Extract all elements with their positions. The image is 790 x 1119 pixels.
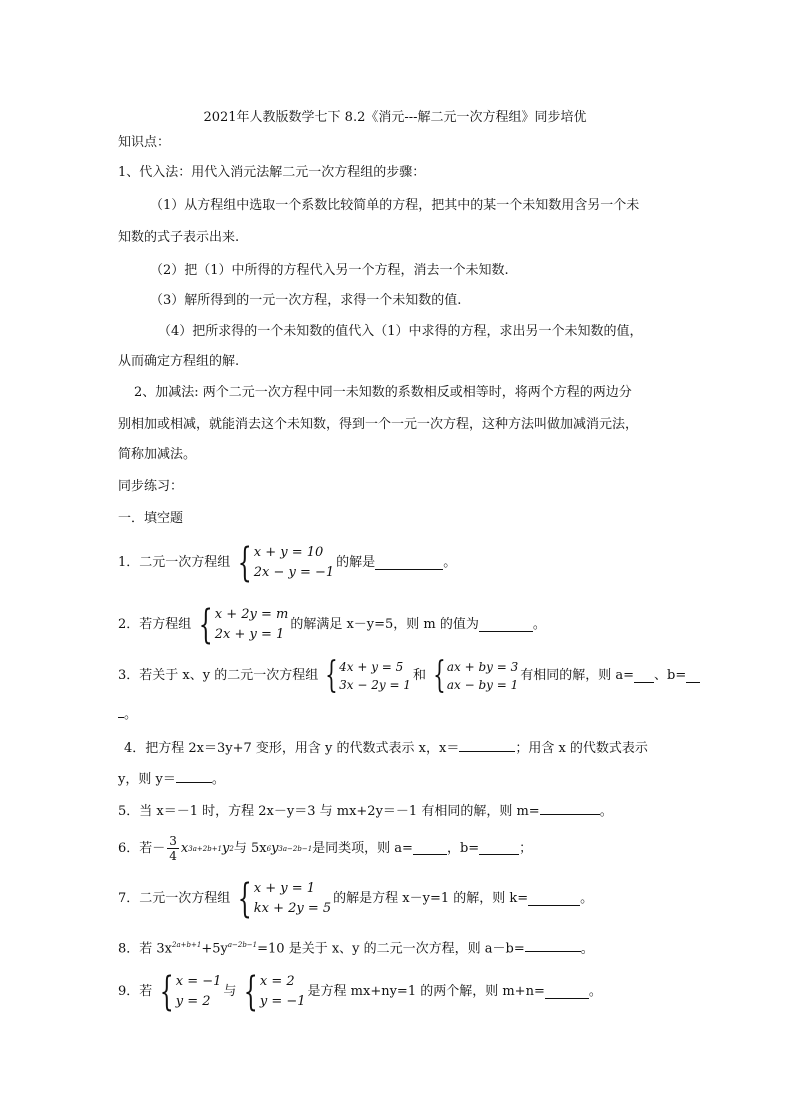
q2-prefix: 2．若方程组 bbox=[118, 617, 192, 632]
q6-mid: 与 5x bbox=[233, 840, 267, 856]
q7-answer-blank[interactable] bbox=[528, 893, 580, 906]
q8-exp1: 2a+b+1 bbox=[172, 941, 202, 949]
question-7 bbox=[118, 876, 594, 922]
q4-y-blank[interactable] bbox=[176, 770, 212, 783]
q9-system-1: { x = −1 y = 2 bbox=[160, 969, 222, 1015]
q7-eq1: x + y = 1 bbox=[253, 881, 315, 896]
q1-end: 。 bbox=[443, 555, 457, 570]
q8-end: 。 bbox=[580, 941, 594, 957]
q6-suffix: 是同类项，则 a= bbox=[312, 840, 413, 856]
q2-eq2: 2x + y = 1 bbox=[214, 627, 285, 642]
q3-suffix: 有相同的解，则 a= bbox=[520, 668, 635, 683]
q7-system: { x + y = 1 kx + 2y = 5 bbox=[238, 876, 332, 922]
q6-denominator: 4 bbox=[169, 849, 177, 863]
q2-system: { x + 2y = m 2x + y = 1 bbox=[199, 602, 289, 648]
q8-suffix: =10 是关于 x、y 的二元一次方程，则 a－b= bbox=[257, 941, 525, 957]
q7-eq2: kx + 2y = 5 bbox=[253, 901, 332, 916]
q7-end: 。 bbox=[580, 891, 594, 906]
q1-suffix: 的解是 bbox=[336, 555, 376, 570]
q9-prefix: 9．若 bbox=[118, 984, 153, 999]
question-8 bbox=[118, 936, 594, 958]
q9-suffix: 是方程 mx+ny=1 的两个解，则 m+n= bbox=[307, 984, 545, 999]
q3-eq3: ax + by = 3 bbox=[446, 660, 519, 674]
q1-eq1: x + y = 10 bbox=[253, 545, 324, 560]
q6-exp1b: 2 bbox=[229, 844, 234, 853]
question-6 bbox=[118, 834, 532, 863]
elimination-method-line-3: 简称加减法。 bbox=[118, 447, 197, 462]
q5-end: 。 bbox=[599, 804, 613, 819]
elimination-method-line-1: 2、加减法: 两个二元一次方程中同一未知数的系数相反或相等时，将两个方程的两边分 bbox=[134, 385, 632, 400]
q2-eq1: x + 2y = m bbox=[214, 607, 289, 622]
q3-b-label: 、b= bbox=[654, 668, 687, 683]
q2-end: 。 bbox=[532, 617, 546, 632]
q6-y2: y bbox=[271, 840, 279, 856]
step-1-line-2: 知数的式子表示出来. bbox=[118, 230, 240, 245]
q6-end: ； bbox=[519, 840, 533, 856]
question-4-line-2 bbox=[118, 770, 225, 789]
q6-b-blank[interactable] bbox=[479, 842, 519, 855]
q6-fraction bbox=[167, 834, 179, 863]
q6-x1: x bbox=[180, 840, 189, 856]
q9-eq2: y = 2 bbox=[175, 994, 211, 1009]
question-5 bbox=[118, 802, 613, 821]
document-title: 2021年人教版数学七下 8.2《消元---解二元一次方程组》同步培优 bbox=[203, 110, 587, 125]
q6-b-label: ，b= bbox=[446, 840, 480, 856]
q4-part-a: 4．把方程 2x＝3y+7 变形，用含 y 的代数式表示 x，x＝ bbox=[124, 741, 460, 756]
q3-eq2: 3x − 2y = 1 bbox=[339, 678, 411, 692]
step-3: （3）解所得到的一元一次方程，求得一个未知数的值. bbox=[150, 293, 462, 308]
substitution-method: 1、代入法：用代入消元法解二元一次方程组的步骤： bbox=[118, 165, 426, 180]
q3-b-blank[interactable] bbox=[686, 670, 700, 683]
q1-answer-blank[interactable] bbox=[375, 557, 443, 570]
q8-mid: +5y bbox=[201, 941, 228, 957]
q9-eq3: x = 2 bbox=[259, 974, 295, 989]
q5-answer-blank[interactable] bbox=[540, 802, 600, 815]
q1-eq2: 2x − y = −1 bbox=[253, 565, 335, 580]
step-1-line-1: （1）从方程组中选取一个系数比较简单的方程，把其中的某一个未知数用含另一个未 bbox=[150, 198, 640, 213]
q3-prefix: 3．若关于 x、y 的二元一次方程组 bbox=[118, 668, 319, 683]
step-4-line-2: 从而确定方程组的解. bbox=[118, 354, 240, 369]
q6-numerator: 3 bbox=[169, 834, 177, 848]
elimination-method-line-2: 别相加或相减，就能消去这个未知数，得到一个一元一次方程，这种方法叫做加减消元法， bbox=[118, 417, 639, 432]
q6-exp2b: 3a−2b−1 bbox=[278, 844, 313, 853]
q3-continuation bbox=[118, 705, 137, 724]
q3-system-2: { ax + by = 3 ax − by = 1 bbox=[433, 655, 519, 696]
q3-eq1: 4x + y = 5 bbox=[339, 660, 404, 674]
q9-and: 与 bbox=[223, 984, 237, 999]
q6-a-blank[interactable] bbox=[413, 842, 447, 855]
q6-exp2: 6 bbox=[266, 844, 272, 853]
practice-heading: 同步练习： bbox=[118, 479, 184, 494]
q4-x-blank[interactable] bbox=[459, 739, 515, 752]
q2-answer-blank[interactable] bbox=[479, 619, 533, 632]
q3-and: 和 bbox=[412, 668, 426, 683]
step-4-line-1: （4）把所求得的一个未知数的值代入（1）中求得的方程，求出另一个未知数的值， bbox=[158, 324, 643, 339]
section-fill-blank: 一．填空题 bbox=[118, 511, 184, 526]
knowledge-heading: 知识点： bbox=[118, 135, 171, 150]
q8-prefix: 8．若 3x bbox=[118, 941, 173, 957]
q9-eq4: y = −1 bbox=[259, 994, 306, 1009]
q7-prefix: 7．二元一次方程组 bbox=[118, 891, 231, 906]
q7-suffix: 的解是方程 x－y=1 的解，则 k= bbox=[333, 891, 529, 906]
q5-text: 5．当 x＝－1 时，方程 2x－y＝3 与 mx+2y＝－1 有相同的解，则 m= bbox=[118, 804, 540, 819]
q3-eq4: ax − by = 1 bbox=[446, 678, 519, 692]
q8-answer-blank[interactable] bbox=[525, 939, 581, 952]
q3-end: 。 bbox=[124, 707, 138, 722]
q4-end: 。 bbox=[211, 772, 225, 787]
step-2: （2）把（1）中所得的方程代入另一个方程，消去一个未知数. bbox=[150, 263, 509, 278]
q9-end: 。 bbox=[588, 984, 602, 999]
q1-system: { x + y = 10 2x − y = −1 bbox=[238, 540, 335, 586]
q9-system-2: { x = 2 y = −1 bbox=[244, 969, 306, 1015]
q4-part-c: y，则 y＝ bbox=[118, 772, 176, 787]
q6-y1: y bbox=[222, 840, 230, 856]
q2-suffix: 的解满足 x－y=5，则 m 的值为 bbox=[290, 617, 479, 632]
q4-part-b: ；用含 x 的代数式表示 bbox=[515, 741, 648, 756]
question-3 bbox=[118, 655, 700, 696]
q6-prefix: 6．若－ bbox=[118, 840, 166, 856]
q3-system-1: { 4x + y = 5 3x − 2y = 1 bbox=[325, 655, 411, 696]
question-4-line-1 bbox=[124, 739, 648, 758]
q8-exp2: a−2b−1 bbox=[227, 941, 258, 949]
q9-answer-blank[interactable] bbox=[545, 986, 589, 999]
q6-exp1: 3a+2b+1 bbox=[188, 844, 223, 853]
q1-prefix: 1．二元一次方程组 bbox=[118, 555, 231, 570]
question-2 bbox=[118, 602, 546, 648]
q9-eq1: x = −1 bbox=[175, 974, 222, 989]
q3-a-blank[interactable] bbox=[634, 670, 654, 683]
question-9 bbox=[118, 969, 602, 1015]
question-1 bbox=[118, 540, 457, 586]
